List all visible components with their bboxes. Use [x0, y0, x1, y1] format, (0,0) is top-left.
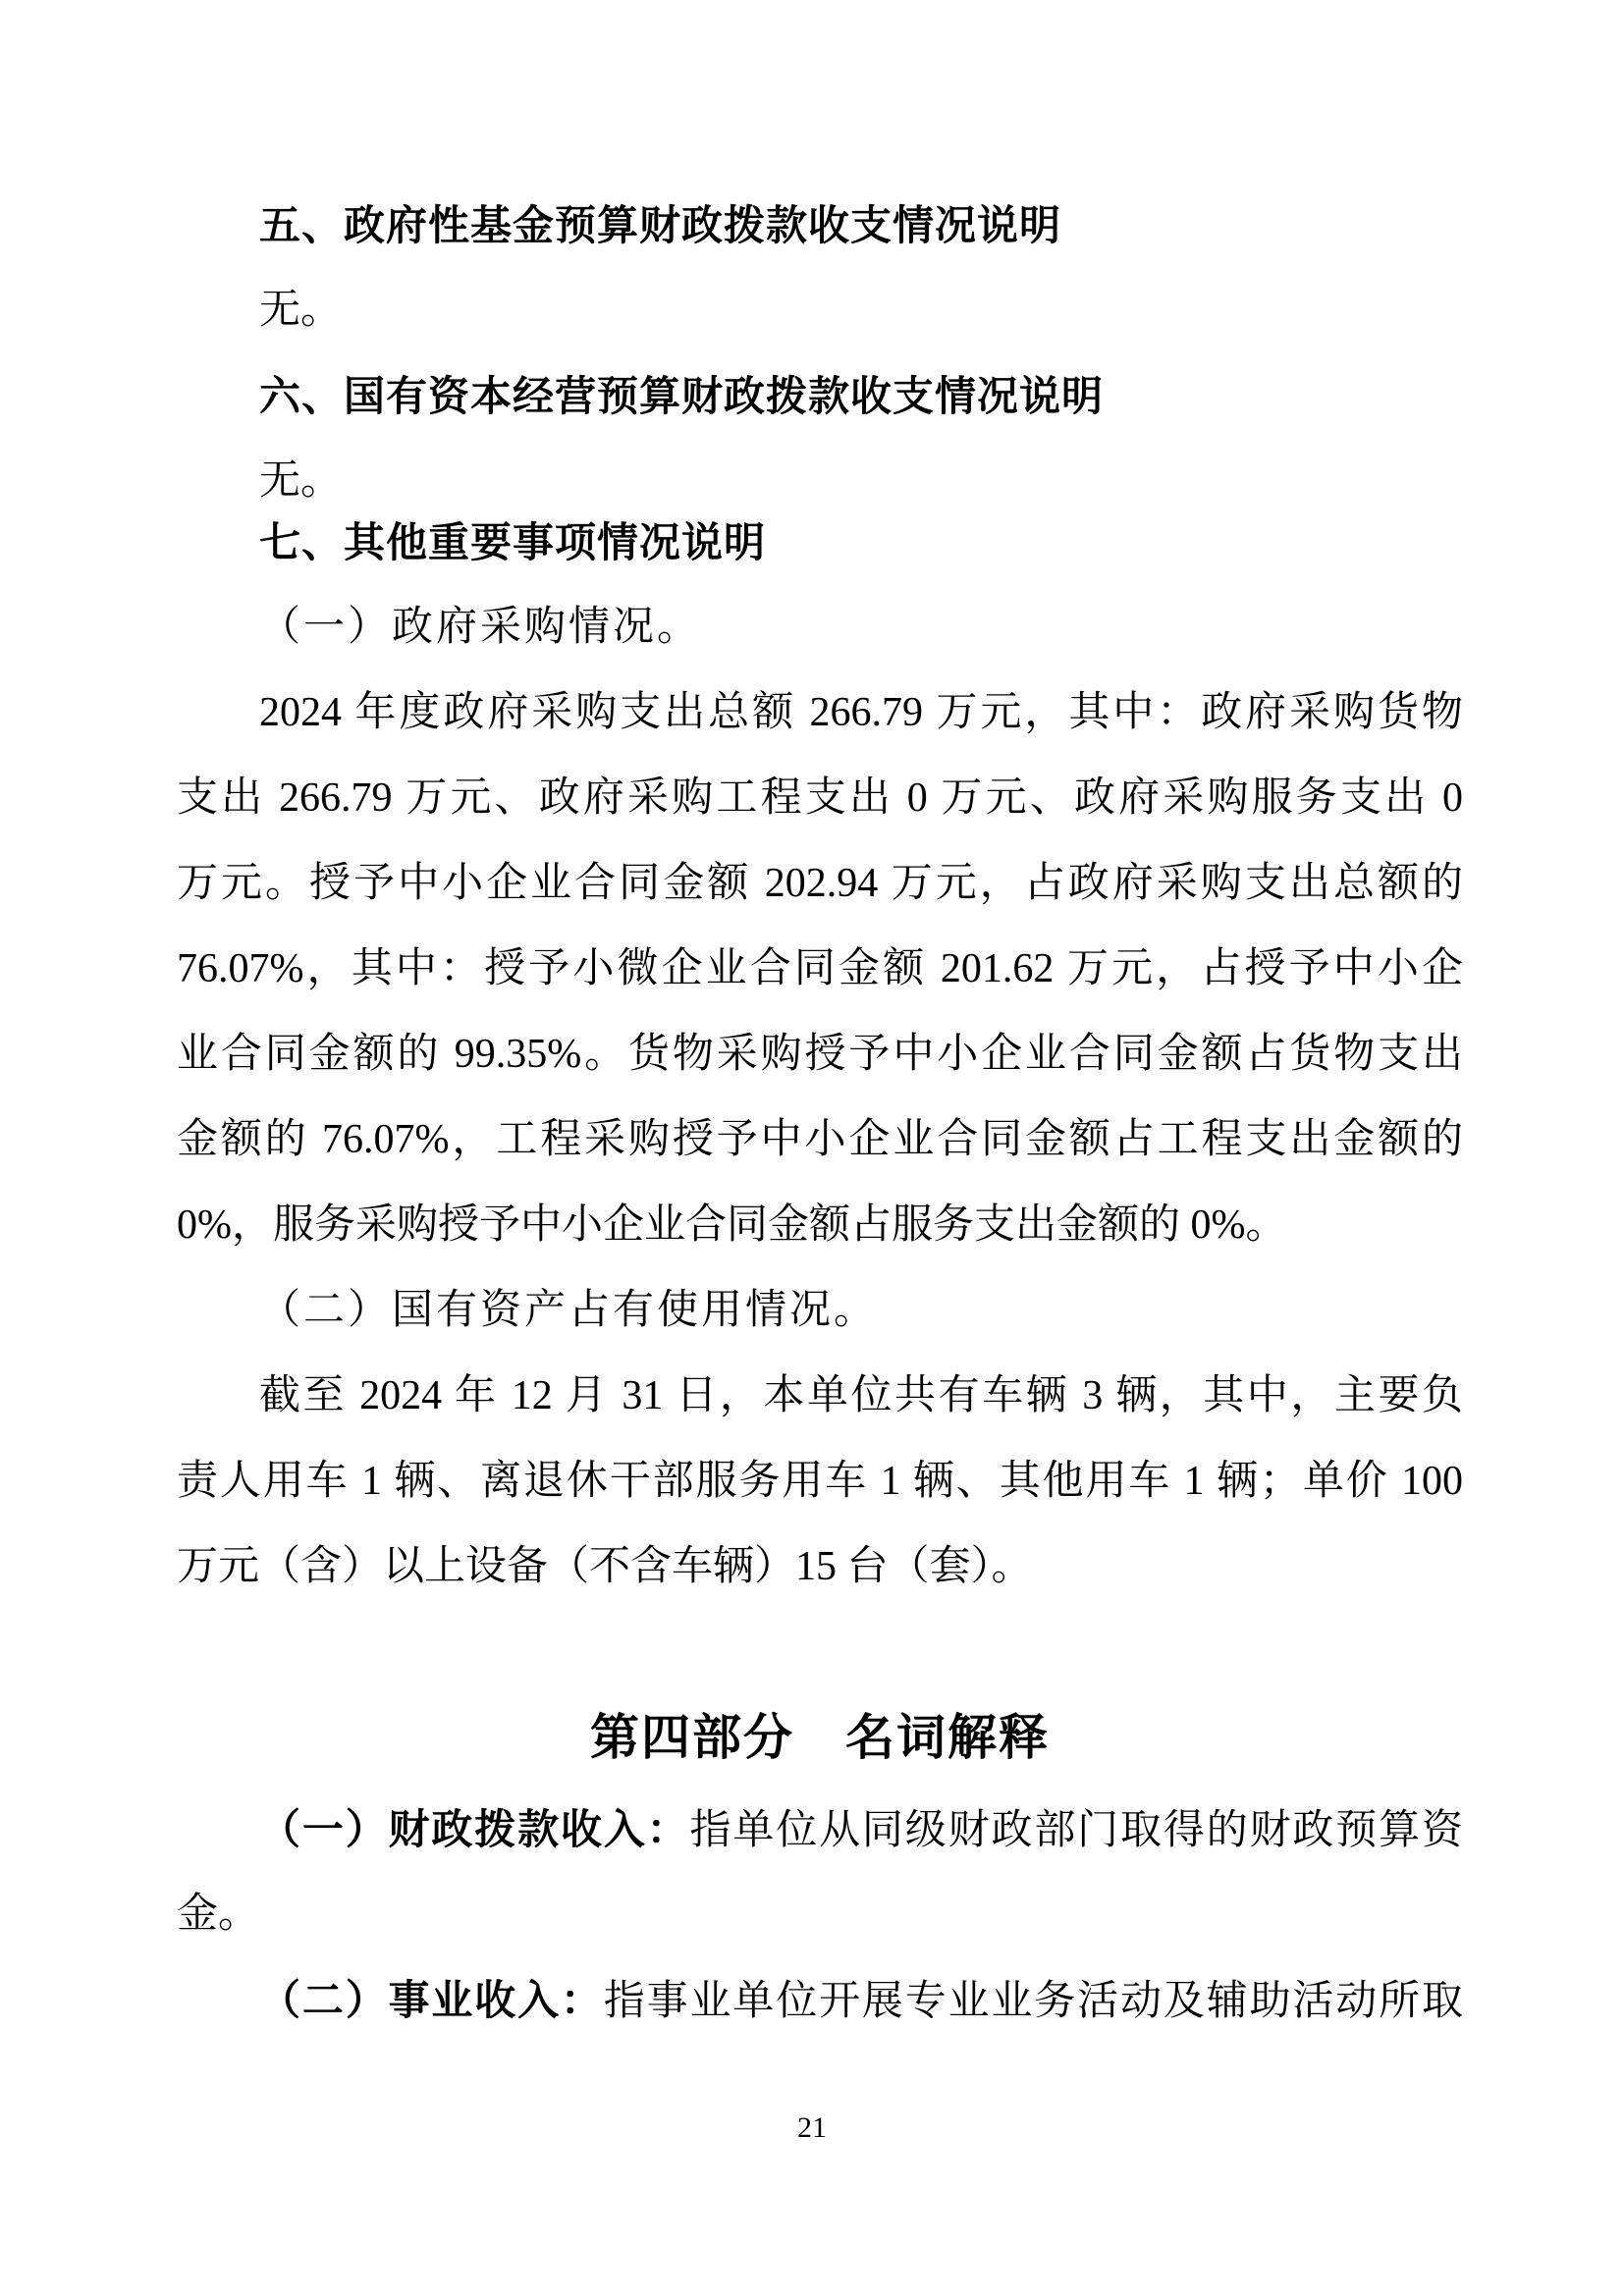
procurement-paragraph-line: 万元。授予中小企业合同金额 202.94 万元，占政府采购支出总额的 [177, 861, 1463, 906]
heading-section-5: 五、政府性基金预算财政拨款收支情况说明 [259, 202, 1062, 248]
procurement-paragraph-line: 业合同金额的 99.35%。货物采购授予中小企业合同金额占货物支出 [177, 1032, 1463, 1077]
term1-line2: 金。 [177, 1892, 260, 1937]
procurement-paragraph-line: 0%，服务采购授予中小企业合同金额占服务支出金额的 0%。 [177, 1202, 1287, 1248]
procurement-paragraph-line: 金额的 76.07%，工程采购授予中小企业合同金额占工程支出金额的 [177, 1117, 1463, 1162]
answer-none-1: 无。 [259, 288, 343, 333]
term2-definition-start: 指事业单位开展专业业务活动及辅助活动所取 [603, 1979, 1463, 2024]
subheading-assets: （二）国有资产占有使用情况。 [259, 1288, 879, 1333]
subheading-procurement: （一）政府采购情况。 [259, 605, 702, 650]
procurement-paragraph-line: 支出 266.79 万元、政府采购工程支出 0 万元、政府采购服务支出 0 [177, 775, 1463, 821]
page-number: 21 [797, 2111, 827, 2144]
term2-line1 [177, 1957, 1463, 2043]
term1-label: （一）财政拨款收入： [259, 1806, 690, 1852]
procurement-paragraph-line: 2024 年度政府采购支出总额 266.79 万元，其中：政府采购货物 [259, 690, 1463, 735]
section-gap [177, 1610, 1463, 1688]
assets-paragraph-line: 责人用车 1 辆、离退休干部服务用车 1 辆、其他用车 1 辆；单价 100 [177, 1459, 1463, 1504]
heading-section-6: 六、国有资本经营预算财政拨款收支情况说明 [259, 373, 1105, 419]
page-content [177, 183, 1463, 2043]
answer-none-2: 无。 [259, 458, 343, 504]
procurement-paragraph-line: 76.07%，其中：授予小微企业合同金额 201.62 万元，占授予中小企 [177, 946, 1463, 991]
assets-paragraph-line: 万元（含）以上设备（不含车辆）15 台（套）。 [177, 1544, 1033, 1589]
term1-definition-start: 指单位从同级财政部门取得的财政预算资 [689, 1808, 1463, 1853]
term2-label: （二）事业收入： [259, 1977, 604, 2023]
term1-line1 [177, 1787, 1463, 1872]
assets-paragraph-line: 截至 2024 年 12 月 31 日，本单位共有车辆 3 辆，其中，主要负 [259, 1373, 1463, 1418]
heading-section-7: 七、其他重要事项情况说明 [259, 519, 767, 565]
part4-title: 第四部分 名词解释 [590, 1710, 1050, 1765]
